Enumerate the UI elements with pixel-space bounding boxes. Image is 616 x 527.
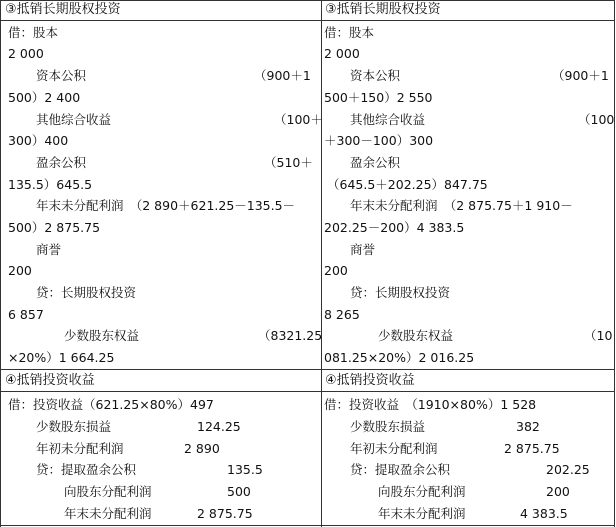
left-surplus-reserve-calc-start: （510＋: [264, 155, 313, 170]
table-border-left: [0, 0, 1, 527]
right-debit-share-capital: 借：股本: [324, 25, 375, 40]
right-dividend-amount: 200: [546, 484, 570, 499]
right-share-capital-amount: 2 000: [324, 46, 360, 61]
right-section3-header: ③抵销长期股权投资: [325, 2, 441, 17]
right-section4-header: ④抵销投资收益: [325, 373, 415, 388]
left-debit-share-capital: 借：股本: [8, 25, 59, 40]
left-share-capital-amount: 2 000: [8, 46, 44, 61]
left-minority-interest-calc-end: ×20%）1 664.25: [8, 350, 115, 365]
right-minority-profit-amount: 382: [516, 419, 540, 434]
left-credit-surplus-label: 贷：提取盈余公积: [36, 462, 137, 477]
left-credit-lt-investment: 贷：长期股权投资: [36, 285, 137, 300]
right-lt-investment-amount: 8 265: [324, 307, 360, 322]
left-minority-profit-amount: 124.25: [197, 419, 241, 434]
table-border-top: [0, 0, 615, 1]
right-surplus-reserve-calc: （645.5＋202.25）847.75: [327, 177, 488, 192]
left-closing-retained-amount: 2 875.75: [197, 506, 253, 521]
right-goodwill-label: 商誉: [350, 242, 376, 257]
right-minority-profit-label: 少数股东损益: [350, 419, 426, 434]
right-minority-interest-calc-start: （10: [584, 328, 613, 343]
left-surplus-reserve-calc-end: 135.5）645.5: [8, 177, 93, 192]
table-border-bottom: [0, 525, 615, 526]
left-capital-reserve-label: 资本公积: [36, 68, 87, 83]
right-closing-retained-amount: 4 383.5: [520, 506, 568, 521]
left-retained-earnings-line: 年末未分配利润 （2 890＋621.25－135.5－: [36, 198, 296, 213]
left-goodwill-amount: 200: [8, 263, 32, 278]
left-goodwill-label: 商誉: [36, 242, 62, 257]
right-opening-retained-amount: 2 875.75: [504, 441, 560, 456]
left-credit-surplus-amount: 135.5: [227, 462, 263, 477]
right-opening-retained-label: 年初未分配利润: [350, 441, 438, 456]
table-column-divider: [321, 0, 322, 527]
right-oci-label: 其他综合收益: [350, 112, 426, 127]
left-minority-interest-calc-start: （8321.25: [258, 328, 323, 343]
right-goodwill-amount: 200: [324, 263, 348, 278]
left-capital-reserve-calc-end: 500）2 400: [8, 90, 81, 105]
left-opening-retained-label: 年初未分配利润: [36, 441, 124, 456]
left-section4-header: ④抵销投资收益: [5, 373, 95, 388]
right-dividend-label: 向股东分配利润: [378, 484, 466, 499]
right-capital-reserve-label: 资本公积: [350, 68, 401, 83]
right-capital-reserve-calc-start: （900＋1: [552, 68, 609, 83]
left-minority-profit-label: 少数股东损益: [36, 419, 112, 434]
right-capital-reserve-calc-end: 500＋150）2 550: [324, 90, 433, 105]
right-credit-lt-investment: 贷：长期股权投资: [350, 285, 451, 300]
right-minority-interest-label: 少数股东权益: [378, 328, 454, 343]
section-divider-top: [0, 369, 615, 370]
right-oci-calc-end: ＋300－100）300: [324, 133, 434, 148]
section-divider-bottom: [0, 391, 615, 392]
left-capital-reserve-calc-start: （900＋1: [254, 68, 311, 83]
left-lt-investment-amount: 6 857: [8, 307, 44, 322]
left-oci-label: 其他综合收益: [36, 112, 112, 127]
left-minority-interest-label: 少数股东权益: [64, 328, 140, 343]
right-retained-earnings-line: 年末未分配利润 （2 875.75＋1 910－: [350, 198, 573, 213]
table-border-right: [614, 0, 615, 527]
left-retained-earnings-calc-end: 500）2 875.75: [8, 220, 101, 235]
left-closing-retained-label: 年末未分配利润: [64, 506, 152, 521]
right-oci-calc-start: （100: [578, 112, 615, 127]
left-dividend-label: 向股东分配利润: [64, 484, 152, 499]
left-opening-retained-amount: 2 890: [184, 441, 220, 456]
left-surplus-reserve-label: 盈余公积: [36, 155, 87, 170]
right-credit-surplus-label: 贷：提取盈余公积: [350, 462, 451, 477]
header-divider: [0, 20, 615, 21]
right-retained-earnings-calc-end: 202.25－200）4 383.5: [324, 220, 465, 235]
left-oci-calc-start: （100＋: [274, 112, 323, 127]
left-debit-investment-income: 借：投资收益（621.25×80%）497: [8, 397, 214, 412]
left-section3-header: ③抵销长期股权投资: [5, 2, 121, 17]
right-credit-surplus-amount: 202.25: [546, 462, 590, 477]
left-oci-calc-end: 300）400: [8, 133, 69, 148]
right-surplus-reserve-label: 盈余公积: [350, 155, 401, 170]
left-dividend-amount: 500: [227, 484, 251, 499]
right-minority-interest-calc-end: 081.25×20%）2 016.25: [324, 350, 475, 365]
right-debit-investment-income: 借：投资收益 （1910×80%）1 528: [324, 397, 537, 412]
right-closing-retained-label: 年末未分配利润: [378, 506, 466, 521]
